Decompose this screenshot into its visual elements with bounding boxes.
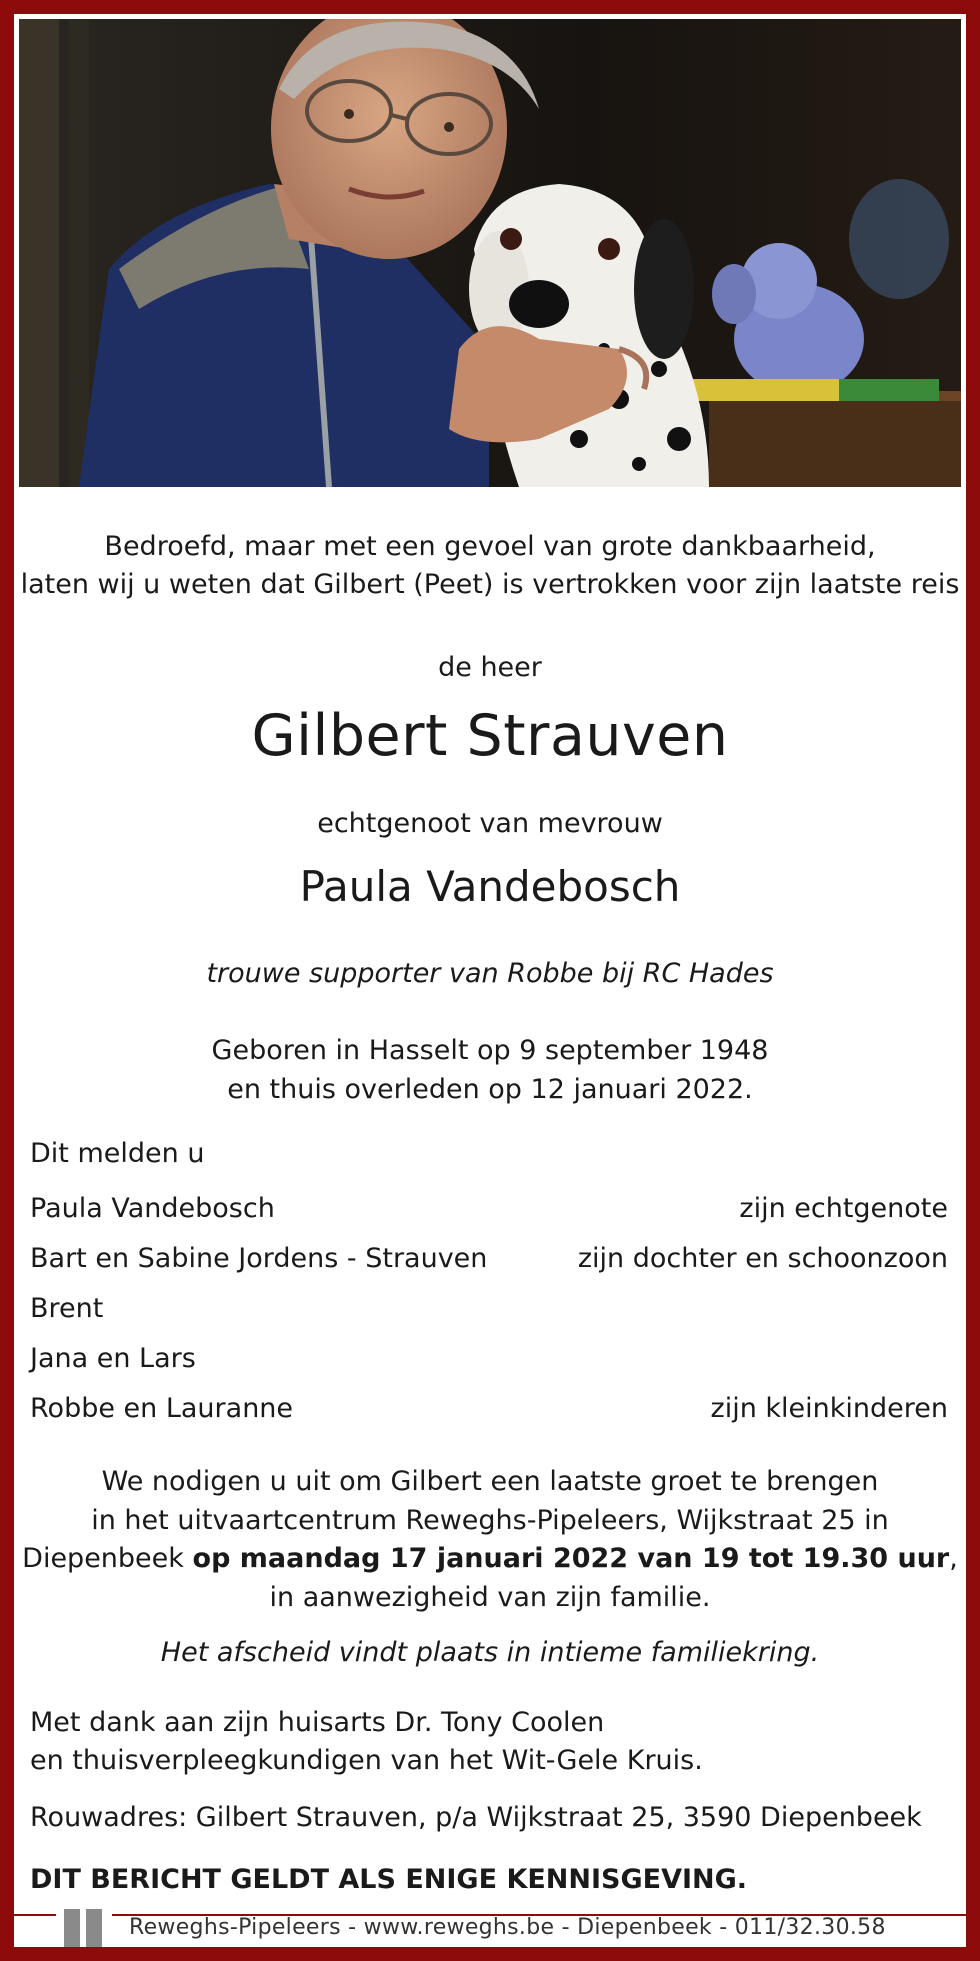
family-relation: zijn dochter en schoonzoon — [577, 1243, 948, 1274]
family-relation: zijn echtgenote — [739, 1193, 948, 1224]
intro-line-1: Bedroefd, maar met een gevoel van grote dankbaarheid, — [104, 531, 876, 562]
announced-by: Dit melden u — [30, 1138, 205, 1169]
footer — [14, 1907, 966, 1947]
thanks-line-2: en thuisverpleegkundigen van het Wit-Gele Kruis. — [30, 1745, 703, 1776]
supporter-line: trouwe supporter van Robbe bij RC Hades — [206, 958, 774, 989]
family-row — [30, 1343, 948, 1374]
photo-illustration — [19, 19, 961, 487]
family-row — [30, 1243, 948, 1274]
obituary-card — [14, 14, 966, 1947]
invite-line-3-suffix: , — [949, 1543, 958, 1574]
deceased-name: Gilbert Strauven — [251, 703, 729, 769]
thanks-block — [30, 1704, 703, 1780]
family-row — [30, 1393, 948, 1424]
notice-line: DIT BERICHT GELDT ALS ENIGE KENNISGEVING. — [30, 1864, 748, 1895]
mourning-address: Rouwadres: Gilbert Strauven, p/a Wijkstraat 25, 3590 Diepenbeek — [30, 1802, 922, 1833]
spouse-label: echtgenoot van mevrouw — [317, 808, 663, 839]
family-row — [30, 1293, 948, 1324]
invitation-text — [14, 1463, 966, 1617]
funeral-home-logo-icon — [56, 1907, 112, 1947]
intro-text — [14, 528, 966, 604]
spouse-name: Paula Vandebosch — [299, 862, 681, 911]
title-prefix: de heer — [438, 652, 542, 683]
family-name: Bart en Sabine Jordens - Strauven — [30, 1243, 488, 1274]
invite-line-3 — [14, 1540, 966, 1579]
invite-line-1: We nodigen u uit om Gilbert een laatste groet te brengen — [101, 1466, 879, 1497]
viewing-datetime: op maandag 17 januari 2022 van 19 tot 19.30 uur — [192, 1543, 950, 1574]
invite-line-2: in het uitvaartcentrum Reweghs-Pipeleers, Wijkstraat 25 in — [91, 1504, 889, 1536]
intro-line-2: laten wij u weten dat Gilbert (Peet) is vertrokken voor zijn laatste reis — [20, 569, 960, 600]
invite-line-3-prefix: Diepenbeek — [22, 1543, 193, 1574]
family-name: Paula Vandebosch — [30, 1193, 275, 1224]
portrait-photo — [19, 19, 961, 487]
family-name: Brent — [30, 1293, 104, 1324]
family-name: Jana en Lars — [30, 1343, 196, 1374]
invite-line-4: in aanwezigheid van zijn familie. — [269, 1581, 711, 1613]
dates-block — [14, 1031, 966, 1109]
family-relation: zijn kleinkinderen — [710, 1393, 948, 1424]
birth-line: Geboren in Hasselt op 9 september 1948 — [211, 1035, 769, 1066]
death-line: en thuis overleden op 12 januari 2022. — [227, 1074, 753, 1105]
footer-text: Reweghs-Pipeleers - www.reweghs.be - Diepenbeek - 011/32.30.58 — [129, 1915, 886, 1940]
thanks-line-1: Met dank aan zijn huisarts Dr. Tony Coolen — [30, 1707, 605, 1738]
farewell-line: Het afscheid vindt plaats in intieme familiekring. — [160, 1637, 820, 1668]
family-row — [30, 1193, 948, 1224]
family-name: Robbe en Lauranne — [30, 1393, 294, 1424]
